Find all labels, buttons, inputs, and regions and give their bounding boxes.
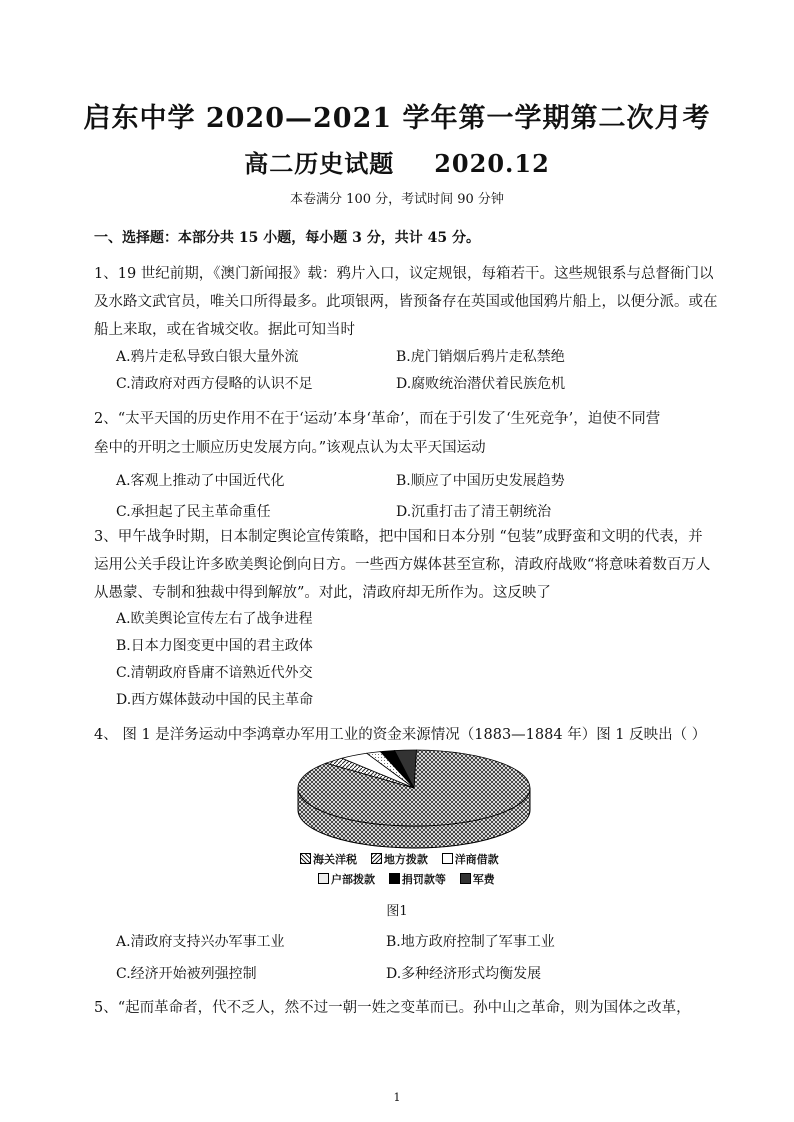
- exam-subject: 高二历史试题: [244, 149, 395, 178]
- question-1-option-c: C.清政府对西方侵略的认识不足: [116, 376, 313, 392]
- question-1-option-a: A.鸦片走私导致白银大量外流: [116, 349, 299, 365]
- section-heading: 一、选择题：本部分共 15 小题，每小题 3 分，共计 45 分。: [94, 230, 480, 246]
- legend-swatch-ministry: [318, 873, 329, 884]
- legend-swatch-customs: [300, 853, 311, 864]
- question-2-option-a: A.客观上推动了中国近代化: [116, 473, 285, 489]
- question-3-option-c: C.清朝政府昏庸不谙熟近代外交: [116, 665, 313, 681]
- question-1-option-b: B.虎门销烟后鸦片走私禁绝: [396, 349, 565, 365]
- exam-title: 启东中学 2020—2021 学年第一学期第二次月考: [83, 103, 711, 134]
- legend-label-local: 地方拨款: [383, 853, 428, 866]
- legend-item-donations: [389, 873, 446, 886]
- question-2-option-b: B.顺应了中国历史发展趋势: [396, 473, 565, 489]
- legend-label-military: 军费: [472, 873, 495, 886]
- question-2-line-1: 2、“太平天国的历史作用不在于‘运动’本身‘革命’，而在于引发了‘生死竞争’，迫使不同营: [94, 411, 661, 427]
- question-2-line-2: 垒中的开明之士顺应历史发展方向。”该观点认为太平天国运动: [94, 440, 486, 456]
- legend-row-2: [318, 871, 505, 887]
- question-2-option-c: C.承担起了民主革命重任: [116, 504, 271, 520]
- legend-item-foreign-loan: [442, 853, 499, 866]
- funding-pie-chart: [290, 744, 540, 854]
- question-1-option-d: D.腐败统治潜伏着民族危机: [396, 376, 566, 392]
- question-4-option-a: A.清政府支持兴办军事工业: [116, 934, 285, 950]
- question-1-line-2: 及水路文武官员，唯关口所得最多。此项银两，皆预备存在英国或他国鸦片船上，以便分派。或在: [94, 294, 718, 310]
- pie-top-face: [298, 750, 530, 826]
- question-4-option-c: C.经济开始被列强控制: [116, 966, 257, 982]
- exam-note: 本卷满分 100 分，考试时间 90 分钟: [290, 192, 504, 207]
- question-4-line-1: 4、 图 1 是洋务运动中李鸿章办军用工业的资金来源情况（1883—1884 年）图 1 反映出（ ）: [94, 727, 707, 743]
- legend-swatch-local: [371, 853, 382, 864]
- legend-item-military: [460, 873, 495, 886]
- legend-label-customs: 海关洋税: [313, 853, 357, 866]
- question-3-line-3: 从愚蒙、专制和独裁中得到解放”。对此，清政府却无所作为。这反映了: [94, 585, 551, 601]
- question-4-option-b: B.地方政府控制了军事工业: [386, 934, 555, 950]
- legend-row-1: [300, 851, 509, 867]
- figure-caption: 图1: [386, 904, 408, 919]
- legend-swatch-military: [460, 873, 471, 884]
- question-3-option-d: D.西方媒体鼓动中国的民主革命: [116, 692, 314, 708]
- question-3-option-a: A.欧美舆论宣传左右了战争进程: [116, 611, 313, 627]
- question-1-line-1: 1、19 世纪前期，《澳门新闻报》载：鸦片入口，议定规银，每箱若干。这些规银系与总督衙门以: [94, 266, 714, 282]
- question-4-option-d: D.多种经济形式均衡发展: [386, 966, 542, 982]
- exam-subject-line: [0, 144, 794, 179]
- legend-swatch-foreign-loan: [442, 853, 453, 864]
- legend-label-donations: 捐罚款等: [401, 873, 446, 886]
- legend-label-foreign-loan: 洋商借款: [454, 853, 499, 866]
- exam-date: 2020.12: [434, 149, 550, 178]
- question-3-line-2: 运用公关手段让许多欧美舆论倒向日方。一些西方媒体甚至宣称，清政府战败“将意味着数百万人: [94, 557, 711, 573]
- page-number: 1: [393, 1091, 401, 1104]
- question-3-line-1: 3、甲午战争时期，日本制定舆论宣传策略，把中国和日本分别 “包装”成野蛮和文明的代表，并: [94, 529, 703, 545]
- question-5-line-1: 5、“起而革命者，代不乏人，然不过一朝一姓之变革而已。孙中山之革命，则为国体之改革，: [94, 1000, 691, 1016]
- legend-swatch-donations: [389, 873, 400, 884]
- legend-item-customs: [300, 853, 357, 866]
- legend-label-ministry: 户部拨款: [331, 873, 375, 886]
- legend-item-local: [371, 853, 428, 866]
- legend-item-ministry: [318, 873, 375, 886]
- question-3-option-b: B.日本力图变更中国的君主政体: [116, 638, 313, 654]
- question-2-option-d: D.沉重打击了清王朝统治: [396, 504, 552, 520]
- question-1-line-3: 船上来取，或在省城交收。据此可知当时: [94, 322, 355, 338]
